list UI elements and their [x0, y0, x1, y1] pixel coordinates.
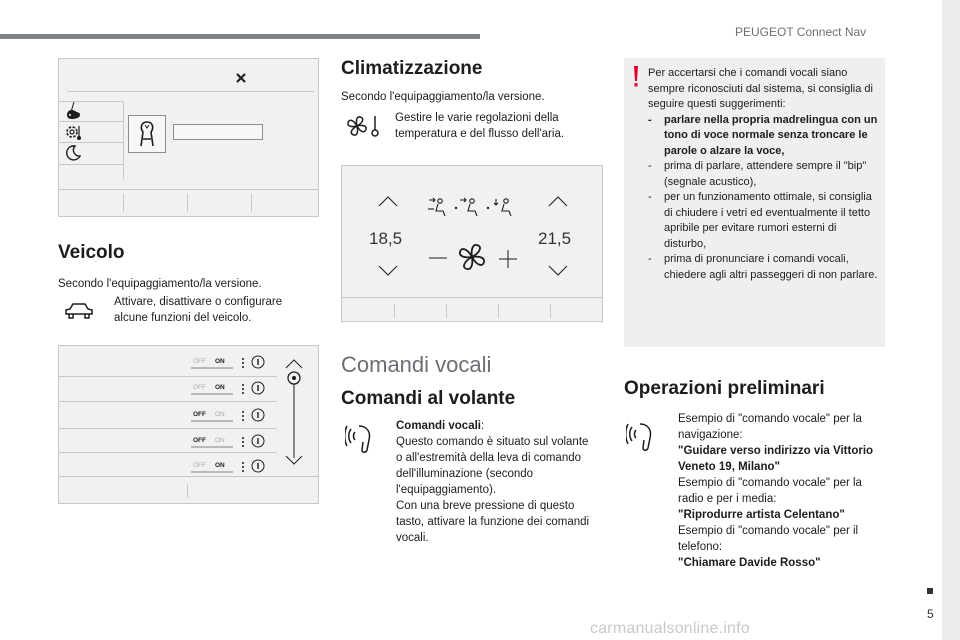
toggle-track: [191, 420, 233, 422]
vehicle-settings-screen: [58, 345, 319, 504]
veicolo-title: Veicolo: [58, 242, 125, 263]
advice-item: - prima di parlare, attendere sempre il "bip" (segnale acustico),: [648, 159, 878, 190]
toggle-on[interactable]: ON: [215, 358, 225, 365]
climatizzazione-intro: Secondo l'equipaggiamento/la versione.: [341, 91, 545, 103]
example-caption: Esempio di "comando vocale" per la navigazione:: [678, 413, 862, 441]
operazioni-title: Operazioni preliminari: [624, 378, 825, 399]
advice-item: - per un funzionamento ottimale, si consiglia di chiudere i vetri ed eventualmente il tetto apribile per evitare rumori esterni di disturbo,: [648, 190, 878, 252]
page-edge-tab: [942, 0, 960, 640]
toggle-on[interactable]: ON: [215, 462, 225, 469]
settings-icon[interactable]: [64, 122, 84, 142]
advice-list: [648, 113, 878, 284]
toggle-off[interactable]: OFF: [193, 411, 206, 418]
toggle-off[interactable]: OFF: [193, 358, 206, 365]
advice-item: - prima di pronunciare i comandi vocali, chiedere agli altri passeggeri di non parlare.: [648, 252, 878, 283]
climatizzazione-title: Climatizzazione: [341, 58, 483, 79]
fan-increase-icon[interactable]: [498, 250, 518, 270]
more-options-icon[interactable]: [241, 409, 245, 427]
info-icon[interactable]: [251, 381, 265, 400]
toggle-track: [191, 393, 233, 395]
warning-icon: [632, 66, 640, 88]
info-icon[interactable]: [251, 355, 265, 374]
toggle-off[interactable]: OFF: [193, 384, 206, 391]
car-icon: [63, 300, 95, 322]
info-icon[interactable]: [251, 408, 265, 427]
left-temperature: 18,5: [369, 229, 403, 248]
scroll-slider[interactable]: [283, 354, 305, 470]
comandi-vocali-label: Comandi vocali: [396, 420, 481, 432]
toggle-row: [187, 461, 271, 477]
example-caption: Esempio di "comando vocale" per la radio e per i media:: [678, 477, 862, 505]
toggle-row: [187, 410, 271, 426]
advice-item: - parlare nella propria madrelingua con un tono di voce normale senza troncare le parole o alzare la voce,: [648, 113, 878, 160]
more-options-icon[interactable]: [241, 382, 245, 400]
more-options-icon[interactable]: [241, 435, 245, 453]
fan-decrease-icon[interactable]: [428, 253, 448, 263]
continued-marker: [927, 588, 933, 594]
toggle-off[interactable]: OFF: [193, 437, 206, 444]
air-distribution-icon[interactable]: [426, 196, 522, 218]
climatizzazione-desc: Gestire le varie regolazioni della temperatura e del flusso dell'aria.: [395, 112, 565, 140]
voice-command-example: "Guidare verso indirizzo via Vittorio Veneto 19, Milano": [678, 445, 874, 473]
comandi-volante-title: Comandi al volante: [341, 388, 516, 409]
toggle-track: [191, 446, 233, 448]
toggle-row: [187, 383, 271, 399]
more-options-icon[interactable]: [241, 356, 245, 374]
palette-icon[interactable]: [65, 102, 83, 120]
toggle-row: [187, 357, 271, 373]
veicolo-intro: Secondo l'equipaggiamento/la versione.: [58, 278, 262, 290]
toggle-on[interactable]: ON: [215, 437, 225, 444]
info-icon[interactable]: [251, 459, 265, 478]
voice-command-icon: [626, 420, 658, 454]
voice-command-icon: [345, 422, 377, 456]
right-temp-up-icon[interactable]: [547, 194, 569, 208]
right-temperature: 21,5: [538, 229, 572, 248]
toggle-off[interactable]: OFF: [193, 462, 206, 469]
more-options-icon[interactable]: [241, 460, 245, 478]
seated-person-icon: [129, 116, 165, 152]
comandi-vocali-body: [396, 418, 596, 546]
comandi-vocali-label-suffix: :: [481, 420, 485, 432]
night-mode-icon[interactable]: [65, 145, 81, 161]
search-input[interactable]: [173, 124, 263, 140]
voice-command-example: "Chiamare Davide Rosso": [678, 557, 821, 569]
fan-temperature-icon: [345, 113, 383, 139]
toggle-track: [191, 471, 233, 473]
left-temp-down-icon[interactable]: [377, 264, 399, 278]
climate-screen: [341, 165, 603, 322]
vehicle-menu-screen: [58, 58, 319, 217]
advice-box: [624, 58, 885, 347]
comandi-vocali-section-title: Comandi vocali: [341, 352, 492, 377]
watermark: carmanualsonline.info: [590, 620, 750, 637]
left-temp-up-icon[interactable]: [377, 194, 399, 208]
brand-title: PEUGEOT Connect Nav: [735, 25, 867, 39]
example-caption: Esempio di "comando vocale" per il telefono:: [678, 525, 859, 553]
header-bar: [0, 34, 480, 39]
advice-intro: Per accertarsi che i comandi vocali siano sempre riconosciuti dal sistema, si consiglia di seguire questi suggerimenti:: [648, 67, 873, 110]
comandi-vocali-text2: Con una breve pressione di questo tasto, attivare la funzione dei comandi vocali.: [396, 500, 590, 544]
toggle-track: [191, 367, 233, 369]
toggle-on[interactable]: ON: [215, 411, 225, 418]
voice-command-example: "Riprodurre artista Celentano": [678, 509, 845, 521]
info-icon[interactable]: [251, 434, 265, 453]
vehicle-function-tile[interactable]: [128, 115, 166, 153]
veicolo-desc: Attivare, disattivare o configurare alcune funzioni del veicolo.: [114, 296, 283, 324]
toggle-row: [187, 436, 271, 452]
right-temp-down-icon[interactable]: [547, 264, 569, 278]
fan-icon[interactable]: [457, 242, 487, 272]
operazioni-examples: [678, 411, 883, 571]
comandi-vocali-text: Questo comando è situato sul volante o all'estremità della leva di comando dell'illuminazione (secondo l'equipaggiamento).: [396, 436, 589, 496]
close-icon[interactable]: [235, 72, 247, 84]
page-number: 5: [927, 607, 934, 621]
toggle-on[interactable]: ON: [215, 384, 225, 391]
